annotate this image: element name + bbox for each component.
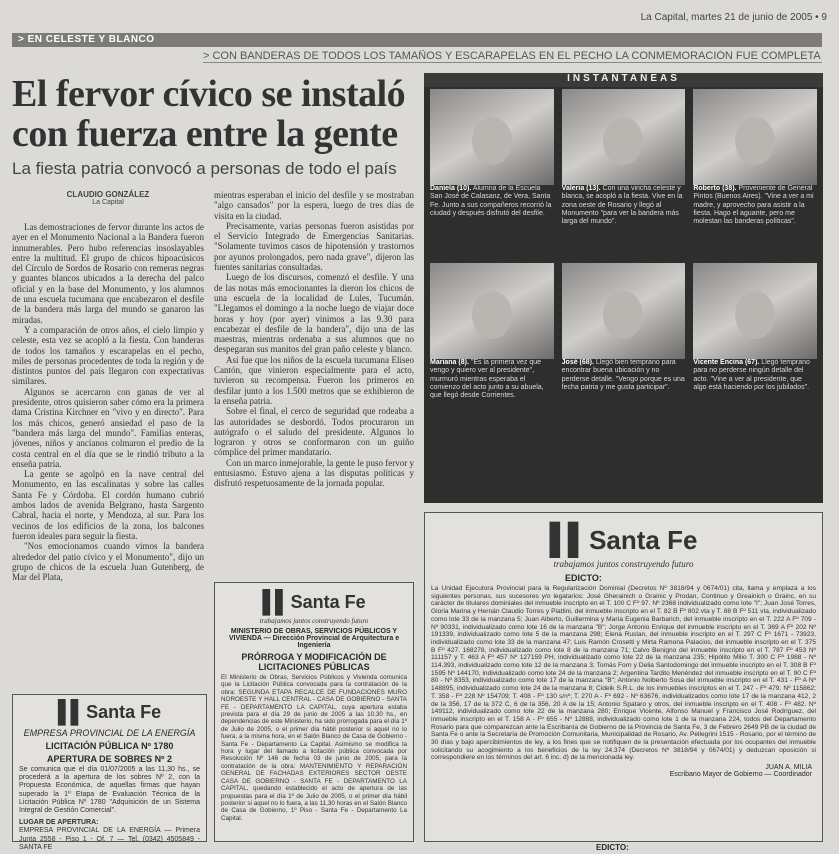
photo-caption xyxy=(562,359,686,431)
photo-caption xyxy=(693,185,817,257)
paragraph: mientras esperaban el inicio del desfile y se mostraban "algo cansados" por la espera, luego de tres días de visita en la ciudad. xyxy=(214,190,414,221)
ad-prorroga-licitaciones xyxy=(214,582,414,842)
paragraph: "Nos emocionamos cuando vimos la bandera alrededor del patio cívico y el Monumento", dijo un grupo de chicos de la escuela Juan Gutenberg, de Mar del Plata, xyxy=(12,541,204,583)
photo-card xyxy=(430,89,554,257)
article-column-1 xyxy=(12,222,204,684)
tagline: trabajamos juntos construyendo futuro xyxy=(553,559,694,569)
logo-text: Santa Fe xyxy=(86,702,162,722)
next-edicto-title: EDICTO: xyxy=(596,843,629,852)
gallery-title: INSTANTANEAS xyxy=(424,73,823,87)
signature-name: JUAN A. MILIA xyxy=(765,764,812,772)
photo-caption xyxy=(430,185,554,257)
paragraph: Algunos se acercaron con ganas de ver al presidente, otros quisieron saber cómo era la primera dama Cristina Kirchner en "vivo y en directo". Para los más chicos, generó ansiedad el paso de la "bandera más larga del mundo". Familias enteras, jóvenes, niños y ancianos colmaron el predio de la costa central en el día que se le rindió tributo a la enseña patria. xyxy=(12,386,204,469)
author-name: CLAUDIO GONZÁLEZ xyxy=(66,190,150,199)
ad-body: El Ministerio de Obras, Servicios Públicos y Vivienda comunica que la Licitación Pública convocada para la contratación de la obra: SEGUNDA ETAPA RECALCE DE FUNDACIONES MURO NOROESTE Y HALL CENTRAL - CASA DE GOBIERNO - SANTA FE - DEPARTAMENTO LA CAPITAL, cuya apertura estaba prevista para el día 29 de junio de 2005 a las 10.30 hs., en dependencias de este Ministerio, ha sido prorrogada para el día 1º de Julio de 2005, o el primer día hábil posterior si aquel no lo fuera, a la misma hora, en el Salón Blanco de Casa de Gobierno - Santa Fe - Departamento La Capital. Asimismo se modifica la hora y lugar del llamado a licitación pública convocada por Resolución Nº 146 de fecha 03 de junio de 2005, para la contratación de la obra: MANTENIMIENTO Y REPARACIÓN GENERAL DE FACHADAS EXTERIORES SECTOR OESTE CASA DE GOBIERNO - SANTA FE - DEPARTAMENTO LA CAPITAL, quedando establecido el acto de apertura de las propuestas para el día 1º de Julio de 2005, o el primer día hábil posterior si aquel no lo fuera, a las 11,30 horas en el Salón Blanco de Casa de Gobierno, 1º Piso - Santa Fe - Departamento La Capital. xyxy=(221,674,407,822)
section-kicker: > CON BANDERAS DE TODOS LOS TAMAÑOS Y ESCARAPELAS EN EL PECHO LA CONMEMORACIÓN FUE COMPLETA xyxy=(203,50,821,62)
paragraph: Las demostraciones de fervor durante los actos de ayer en el Monumento Nacional a la Bandera fueron innumerables. Pero hubo referencias insoslayables entre la multitud. El grupo de chicos hipoacúsicos del Círculo de Sordos de Rosario con remeras negras y guantes blancos ubicados a la derecha del palco oficial y en la base del Monumento, y los alumnos de una escuela tucumana que encabezaron el desfile de la bandera más larga del mundo se ganaron las miradas. xyxy=(12,222,204,325)
caption-text: Llegó temprano para no perderse ningún detalle del acto. "Vine a ver al presidente, que algo está haciendo por los jubilados". xyxy=(693,359,810,391)
tagline: trabajamos juntos construyendo futuro xyxy=(259,617,369,625)
photo-card xyxy=(562,263,686,431)
photo-caption xyxy=(430,359,554,431)
section-label: > EN CELESTE Y BLANCO xyxy=(12,33,822,47)
photo-card xyxy=(693,89,817,257)
ad-body: Se comunica que el día 01/07/2005 a las 11,30 hs., se procederá a la apertura de los sobres Nº 2, con la Propuesta Económica, de aquellas firmas que hayan superado la 1º Etapa de Evaluación Técnica de la Licitación Pública Nº 1780 "Adquisición de un Sistema Integral de Gestión Comercial". xyxy=(19,766,200,815)
article-headline: El fervor cívico se instaló con fuerza entre la gente xyxy=(12,73,406,155)
logo-text: Santa Fe xyxy=(589,525,698,555)
caption-text: Proveniente de General Pintos (Buenos Aires). "Vine a ver a mi madre, y aprovecho para asistir a la fiesta. Hago el aguante, pero me molestan las banderas políticas". xyxy=(693,185,814,226)
portrait-photo xyxy=(562,263,686,359)
santa-fe-logo xyxy=(425,523,822,557)
ad-subtitle: APERTURA DE SOBRES Nº 2 xyxy=(47,754,172,764)
article-column-2 xyxy=(214,190,414,572)
ministry-name: MINISTERIO DE OBRAS, SERVICIOS PÚBLICOS Y VIVIENDA — Dirección Provincial de Arquitectura e Ingeniería xyxy=(228,628,400,649)
santa-fe-logo-icon: ▌▌ xyxy=(262,589,288,614)
edicto-title: EDICTO: xyxy=(565,573,602,583)
paragraph: La gente se agolpó en la nave central del Monumento, en las escalinatas y sobre las calles Santa Fe y Córdoba. El cordón humano cubrió ambos lados de avenida Belgrano, hasta Sargento Cabral, hacia el norte, y Mendoza, al sur. Para los vecinos de los edificios de la zona, los balcones fueron ideales para seguir la fiesta. xyxy=(12,469,204,541)
article-deck: La fiesta patria convocó a personas de todo el país xyxy=(12,159,397,178)
portrait-photo xyxy=(430,89,554,185)
caption-text: Llegó bien temprano para encontrar buena ubicación y no perderse detalle. "Vengo porque es una fecha patria y me gusta participar". xyxy=(561,359,685,391)
ad-title: PRÓRROGA Y MODIFICACIÓN DE LICITACIONES PÚBLICAS xyxy=(241,652,387,672)
portrait-photo xyxy=(430,263,554,359)
caption-name: Vicente Encina (67). xyxy=(693,359,760,366)
paragraph: Precisamente, varias personas fueron asistidas por el Servicio Integrado de Emergencias Sanitarias. "Solamente tuvimos casos de hipotensión y trastornos por ayunos prolongados, pero nada grave", dijeron las fuentes sanitarias consultadas. xyxy=(214,220,414,273)
caption-name: Mariana (8). xyxy=(430,359,469,366)
photo-card xyxy=(562,89,686,257)
page-header-date: La Capital, martes 21 de junio de 2005 • 9 xyxy=(640,12,827,23)
ad-edicto xyxy=(424,512,823,842)
ad-licitacion-energia xyxy=(12,694,207,851)
ad-title: LICITACIÓN PÚBLICA Nº 1780 xyxy=(45,741,174,751)
caption-name: Valeria (13). xyxy=(561,185,601,192)
caption-name: José (68). xyxy=(561,359,594,366)
caption-text: Con una vincha celeste y blanca, se acopló a la fiesta. Vive en la zona oeste de Rosario y llegó al Monumento "para ver la bandera más larga del mundo". xyxy=(561,185,683,226)
paragraph: Luego de los discursos, comenzó el desfile. Y una de las notas más emocionantes la dieron los chicos de una escuela de la localidad de Lules, Tucumán. "Llegamos el domingo a la noche luego de viajar doce horas y hoy (por ayer) vinimos a las 9.30 para encabezar el desfile de la bandera", dijo una de las maestras, mientras ordenaba a sus alumnos que no despegaran sus manitos del gran paño celeste y blanco. xyxy=(214,272,414,355)
signature-role: Escribano Mayor de Gobierno — Coordinador xyxy=(669,771,812,779)
santa-fe-logo-icon: ▌▌ xyxy=(549,523,587,556)
caption-name: Daniela (10). xyxy=(430,185,472,192)
photo-card xyxy=(693,263,817,431)
santa-fe-logo xyxy=(215,589,413,615)
place-address: EMPRESA PROVINCIAL DE LA ENERGÍA — Primera Junta 2558 - Piso 1 - Of. 7 — Tel. (0342) 4505849 - SANTA FE xyxy=(19,827,200,851)
photo-gallery xyxy=(424,73,823,503)
caption-text: Alumna de la Escuela San José de Calasanz, de Vera, Santa Fe. Junto a sus compañeros recorrió la ciudad y después disfrutó del desfile. xyxy=(430,185,552,217)
santa-fe-logo xyxy=(13,699,206,725)
photo-caption xyxy=(693,359,817,431)
portrait-photo xyxy=(693,89,817,185)
santa-fe-logo-icon: ▌▌ xyxy=(57,699,84,724)
logo-text: Santa Fe xyxy=(290,592,366,612)
paragraph: Sobre el final, el cerco de seguridad que rodeaba a las autoridades se desbordó. Todos procuraron un autógrafo o el saludo del presidente. Algunos lo lograron y otros se conformaron con un guiño cómplice del primer mandatario. xyxy=(214,406,414,458)
paragraph: Y a comparación de otros años, el cielo limpio y celeste, esta vez se acopló a la fiesta. Con banderas de todos los tamaños y escarapelas en el pecho, miles de personas procedentes de toda la región y de distintos puntos del país llegaron con expectativas similares. xyxy=(12,324,204,387)
paragraph: Así fue que los niños de la escuela tucumana Eliseo Cantón, que vinieron especialmente para el acto, tuvieron su recompensa. Fueron los primeros en desfilar junto a los 1.500 metros que se exhibieron de la enseña patria. xyxy=(214,354,414,406)
paragraph: Con un marco inmejorable, la gente le puso fervor y entusiasmo. Estuvo ajena a las disputas políticas y disfrutó respetuosamente de la jornada popular. xyxy=(214,457,414,489)
caption-name: Roberto (38). xyxy=(693,185,737,192)
place-label: LUGAR DE APERTURA: xyxy=(19,819,99,827)
photo-caption xyxy=(562,185,686,257)
photo-card xyxy=(430,263,554,431)
byline xyxy=(12,190,204,206)
company-name: EMPRESA PROVINCIAL DE LA ENERGÍA xyxy=(23,728,196,738)
portrait-photo xyxy=(693,263,817,359)
caption-text: "Es la primera vez que vengo y quiero ver al presidente", murmuró mientras esperaba el comienzo del acto junto a su abuela, que llegó desde Corrientes. xyxy=(430,359,544,400)
author-outlet: La Capital xyxy=(92,199,124,206)
edicto-body: La Unidad Ejecutora Provincial para la Regularización Dominial (Decretos Nº 3818/94 y 0674/01) cita, llama y emplaza a los siguientes personas, sus sucesores y/o legatarios: José Gherainich o Grainic y Prodan, Continuo y Greainich o Grainc, en su carácter de titulares dominiales del inmueble inscripto en el T. 100 C Fº 97. Nº 2368 individualizado como lote "I"; Juan José Torres, Gloria Marina y Hernán Claudio Torres y Piattini, del inmueble inscripto en el T. 82 B Fº 802 vta y T. 88 B Fº 511 vta, individualizado como lote 33 de la manzana 5; Juan Alberto, Guillermina y María Eugenia Barbarich, del inmueble inscripto en el T. 222 A Fº 709 - Nº 90331, individualizado como lote 16 de la manzana "B"; Jorge Antonio Enrique del inmueble inscripto en el T. 369 A Fº 202 Nº 191339, individualizado como lote 5 de la manzana 298; Elena Ruslan, del inmueble inscripto en el T. 297 C Fº 1671 - 73923, individualizado como lote 33 de la manzana 47; Luis Ramón Crosetti y Mirta Ramona Palacios, del inmueble inscripto en el T. 375 B Fº 427. 168278, individualizado como lote 8 de la manzana 71; Calvo Benigno del inmueble inscripto en el T. 787 Fº 453 Nº 111157 y T. 463 A Fº 457 Nº 127159 PH, individualizado como lote 22 de la manzana 235; Hipólito Milio T. 300 C Fº 1988 - Nº 114.393, individualizado como lote 12 de la manzana 3; Tomás Forn y Delia Santodomingo del inmueble inscripto en el T. 308 B Fº 1595 Nº 144170, individualizado como lote 24 de la manzana 2; Argentina Tardito Menéndez del inmueble inscripto en el T. 90 C Fº 80 - Nº 8353, individualizado como lote 17 de la manzana "B"; Antonio Nolberto Sosa del inmueble inscripto en el T. 431 - Fº A Nº 148895, individualizado como lote 24 de la manzana 8; Cideik S.R.L. de los inmuebles inscriptos en el T. 247 - Fº 479. Nº 115862; T. 358 - Fº 228 Nº 154709; T. 408 - Fº 130 s/nº; T. 270 A - Fº 692 - Nº 63676, individualizados como lote 17 de la manzana 412, 2 de la 356, 17 de la 372 C, 6 de la 356, 20 A de la 15; Antonio Spataro y otros, del inmueble inscripto en el T. 408 - Fº 482. Nº 149112, individualizado como lote 22 de la manzana 280; Enrique Vicente, Alfonso Manuel y Francisco José Rodríguez, del inmueble inscripto en el T. 158 A - Fº 655 - Nº 12888, individualizado como lote 1 de la manzana 224, todos del Departamento Rosario para que comparezcan ante la Escribanía de Gobierno de la Provincia de Santa Fe, 3 de Febrero 2649 PB de la ciudad de Santa Fe o ante la Secretaría de Promoción Comunitaria, Municipalidad de Rosario, Av. Pellegrini 1515 - Rosario, por el término de 30 días y bajo apercibimientos de ley, a los fines que se notifiquen de la presentación efectuada por los ocupantes del inmueble solicitando su acogimiento a los beneficios de la ley 24.374 (Decretos Nº 3818/94 y 0674/01) y deduzcan oposición si correspondiere en los términos del art. 6 inc. d) de la mencionada ley. xyxy=(431,585,816,762)
portrait-photo xyxy=(562,89,686,185)
